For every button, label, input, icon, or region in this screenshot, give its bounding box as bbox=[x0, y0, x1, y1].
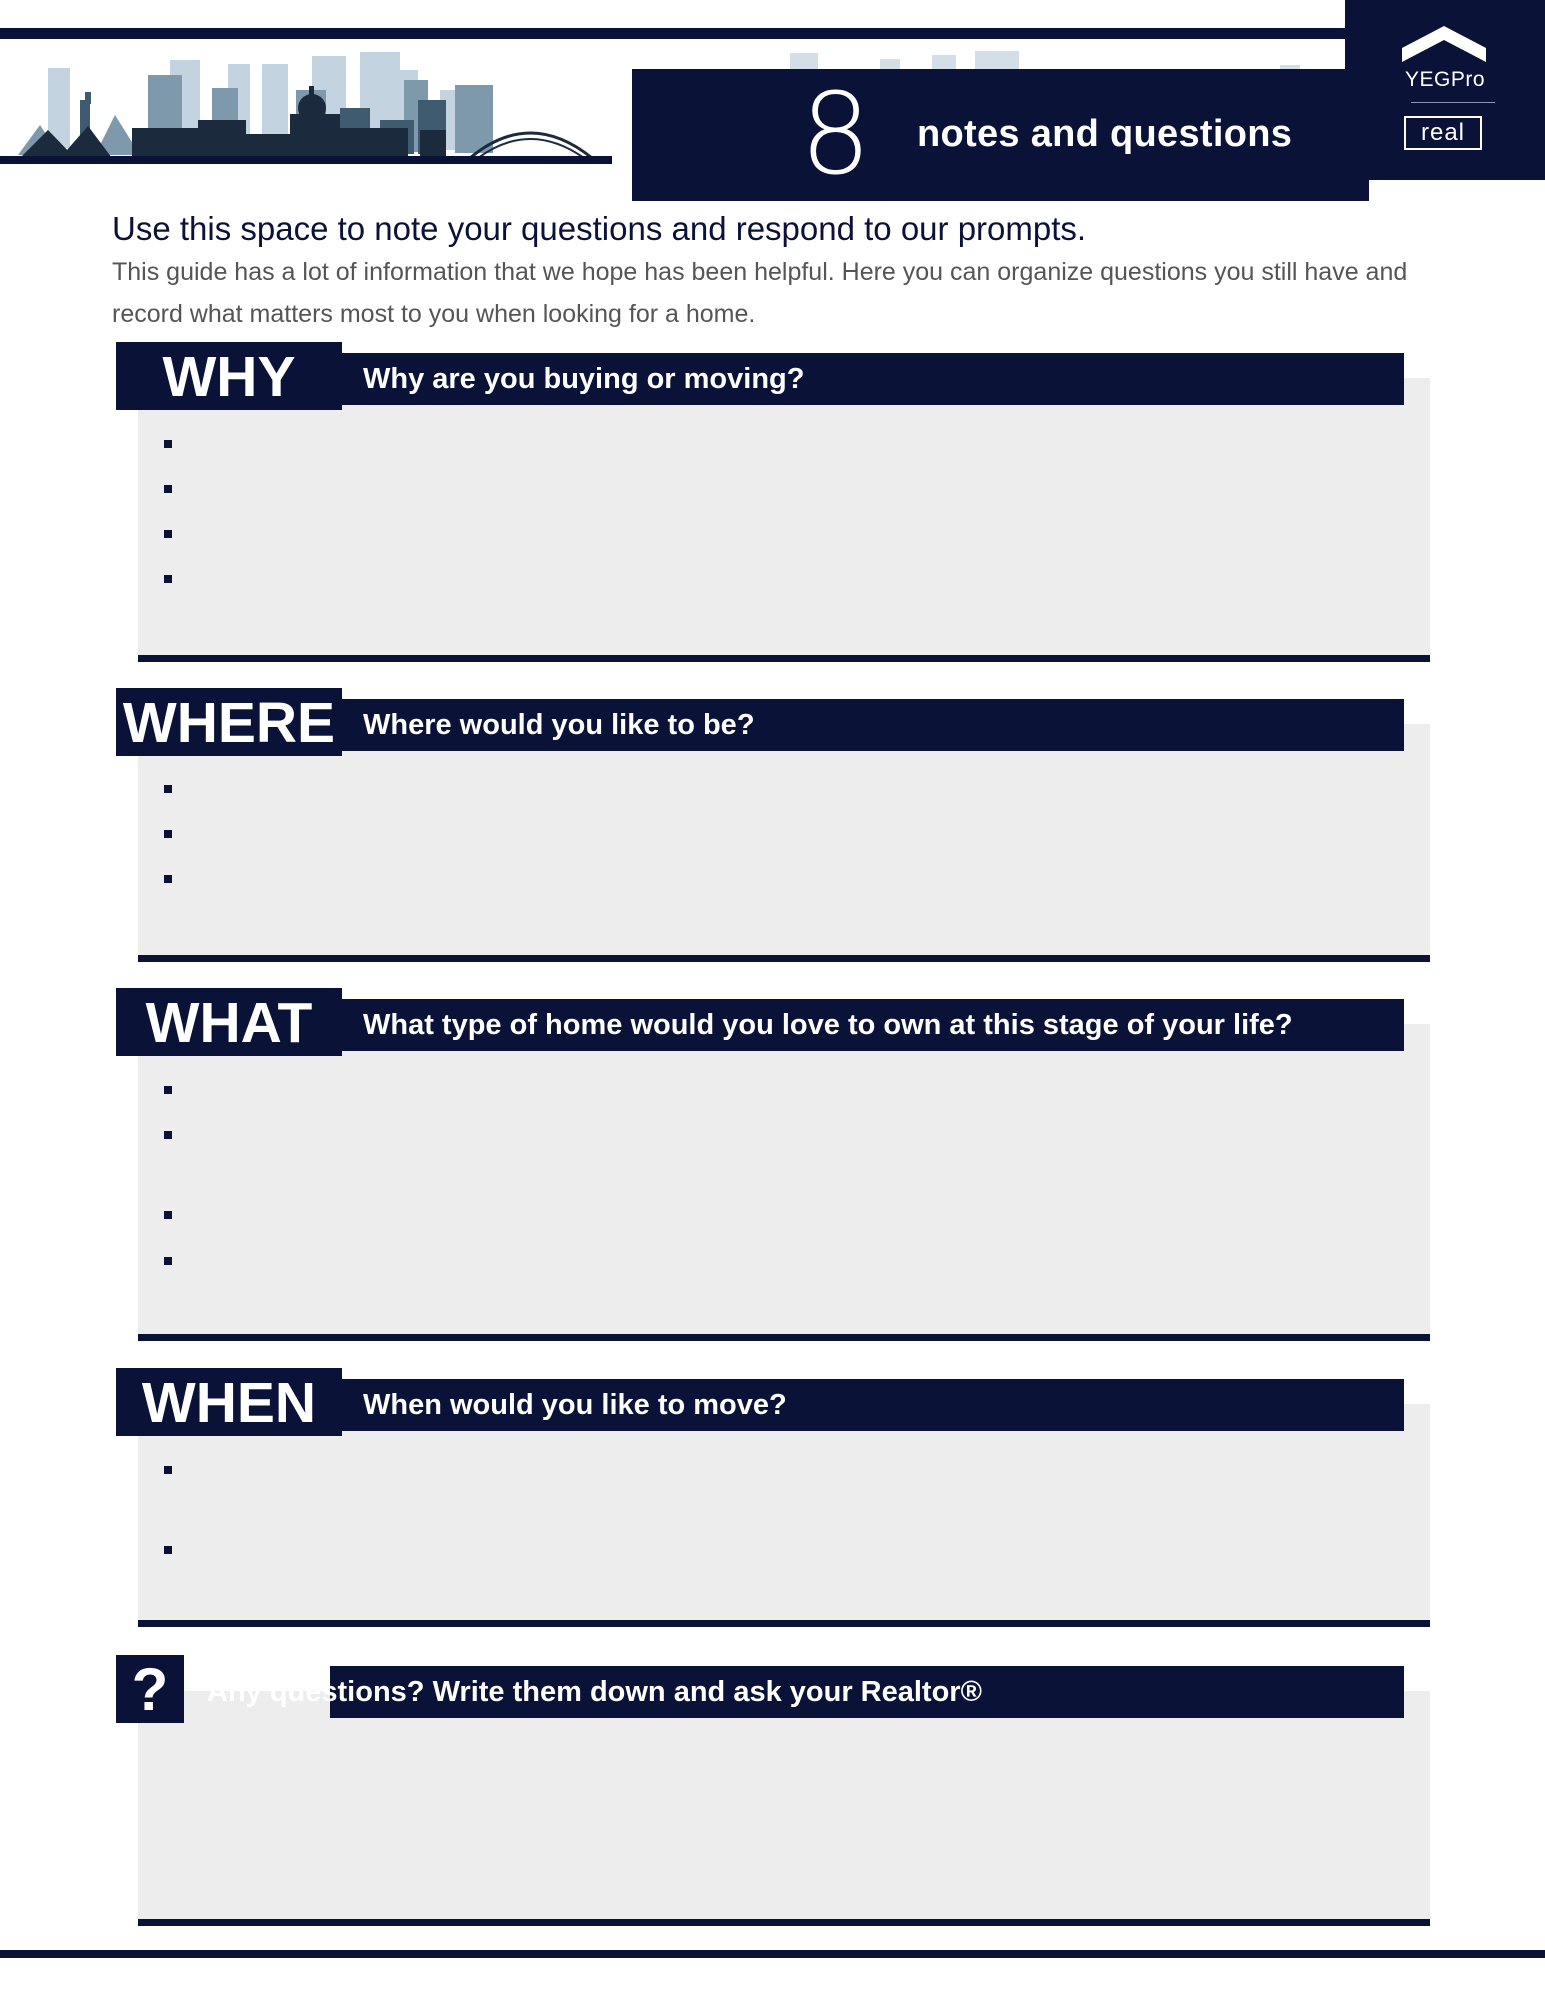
prompt-text: Any questions? Write them down and ask your Realtor® bbox=[207, 1676, 982, 1708]
notes-panel[interactable] bbox=[138, 1691, 1430, 1920]
section-tag: WHERE bbox=[116, 688, 342, 756]
bullet-point bbox=[164, 440, 172, 448]
section-tag: WHAT bbox=[116, 988, 342, 1056]
page-title: notes and questions bbox=[917, 113, 1293, 155]
page-number: 8 bbox=[800, 70, 872, 200]
panel-rule bbox=[138, 655, 1430, 662]
bullet-point bbox=[164, 1466, 172, 1474]
brand-name: YEGPro bbox=[1404, 68, 1486, 91]
bullet-point bbox=[164, 530, 172, 538]
notes-panel[interactable] bbox=[138, 378, 1430, 657]
bullet-point bbox=[164, 1546, 172, 1554]
bullet-point bbox=[164, 1211, 172, 1219]
city-skyline-illustration bbox=[0, 30, 640, 172]
bullet-point bbox=[164, 830, 172, 838]
section-tag: WHY bbox=[116, 342, 342, 410]
bullet-point bbox=[164, 1131, 172, 1139]
house-logo-icon bbox=[1402, 26, 1486, 66]
title-banner bbox=[632, 69, 1369, 201]
panel-rule bbox=[138, 1334, 1430, 1341]
bullet-point bbox=[164, 785, 172, 793]
bullet-point bbox=[164, 875, 172, 883]
prompt-text: Where would you like to be? bbox=[363, 709, 755, 741]
brand-divider bbox=[1411, 102, 1495, 103]
intro-body: This guide has a lot of information that we hope has been helpful. Here you can organize questions you still have and record what matters most to you when looking for a home. bbox=[112, 258, 1408, 328]
prompt-text: Why are you buying or moving? bbox=[363, 363, 805, 395]
brand-logo-block bbox=[1345, 0, 1545, 180]
bullet-point bbox=[164, 575, 172, 583]
question-mark-tag: ? bbox=[116, 1655, 184, 1723]
bullet-point bbox=[164, 1257, 172, 1265]
panel-rule bbox=[138, 1620, 1430, 1627]
prompt-text: What type of home would you love to own at this stage of your life? bbox=[363, 1009, 1293, 1041]
panel-rule bbox=[138, 955, 1430, 962]
prompt-text: When would you like to move? bbox=[363, 1389, 787, 1421]
intro-heading: Use this space to note your questions and respond to our prompts. bbox=[112, 210, 1087, 247]
brand-badge: real bbox=[1404, 116, 1482, 150]
section-tag: WHEN bbox=[116, 1368, 342, 1436]
notes-panel[interactable] bbox=[138, 1404, 1430, 1620]
bullet-point bbox=[164, 1086, 172, 1094]
panel-rule bbox=[138, 1919, 1430, 1926]
notes-panel[interactable] bbox=[138, 1024, 1430, 1335]
notes-panel[interactable] bbox=[138, 724, 1430, 957]
bullet-point bbox=[164, 485, 172, 493]
bottom-rule bbox=[0, 1950, 1545, 1958]
